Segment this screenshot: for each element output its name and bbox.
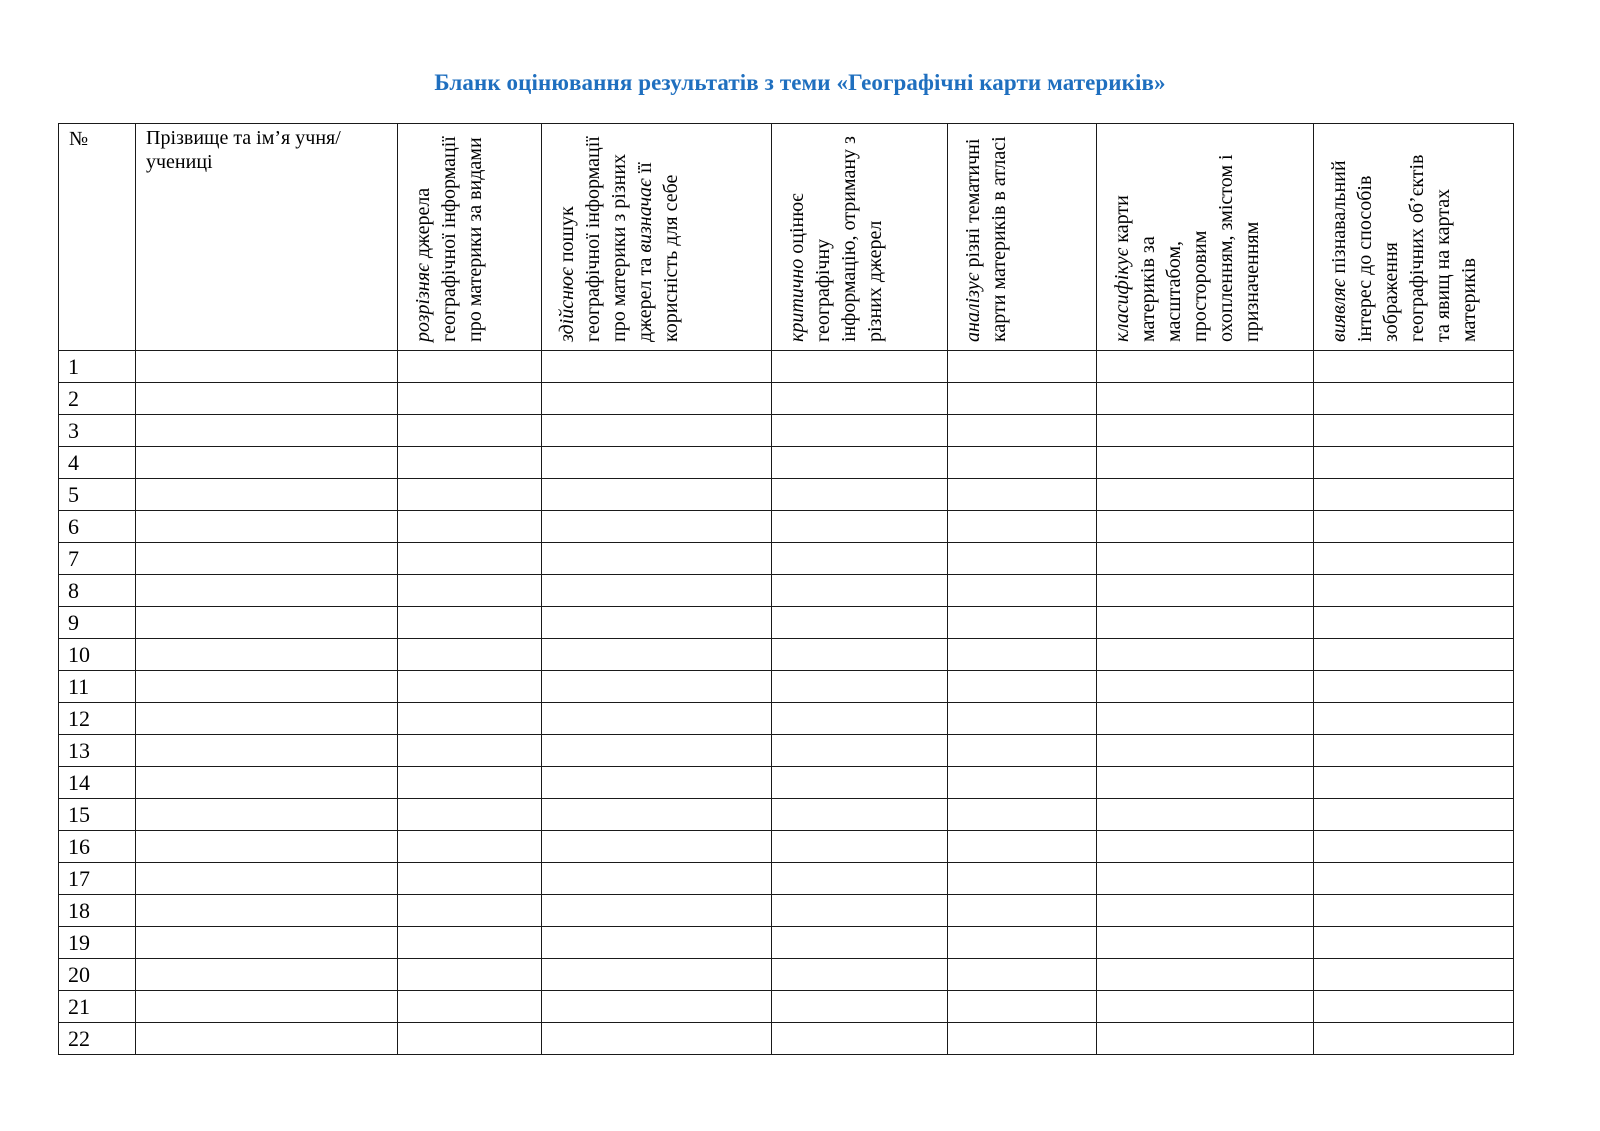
row-number: 5	[59, 479, 136, 511]
row-number: 22	[59, 1023, 136, 1055]
grade-cell[interactable]	[1314, 575, 1514, 607]
table-row	[59, 703, 1514, 735]
grade-cell[interactable]	[398, 799, 542, 831]
grade-cell[interactable]	[398, 735, 542, 767]
grade-cell[interactable]	[1097, 863, 1314, 895]
table-row	[59, 575, 1514, 607]
grade-cell[interactable]	[398, 1023, 542, 1055]
grade-cell[interactable]	[398, 959, 542, 991]
row-number: 6	[59, 511, 136, 543]
table-body	[59, 351, 1514, 1055]
grade-cell[interactable]	[948, 927, 1097, 959]
criterion-verb: аналізує	[962, 272, 984, 342]
table-row	[59, 447, 1514, 479]
row-number: 21	[59, 991, 136, 1023]
student-name-cell[interactable]	[136, 831, 398, 863]
grade-cell[interactable]	[1097, 575, 1314, 607]
grade-cell[interactable]	[542, 799, 772, 831]
grade-cell[interactable]	[772, 543, 948, 575]
grade-cell[interactable]	[772, 767, 948, 799]
student-name-cell[interactable]	[136, 767, 398, 799]
grade-cell[interactable]	[398, 383, 542, 415]
grade-cell[interactable]	[1097, 607, 1314, 639]
grade-cell[interactable]	[948, 575, 1097, 607]
row-number: 19	[59, 927, 136, 959]
student-name-cell[interactable]	[136, 927, 398, 959]
student-name-cell[interactable]	[136, 383, 398, 415]
criterion-text: її корисність для себе	[634, 162, 682, 342]
header-criterion-4	[948, 124, 1097, 351]
grade-cell[interactable]	[398, 543, 542, 575]
grade-cell[interactable]	[948, 511, 1097, 543]
grade-cell[interactable]	[542, 351, 772, 383]
row-number: 11	[59, 671, 136, 703]
grade-cell[interactable]	[1097, 959, 1314, 991]
grade-cell[interactable]	[1314, 447, 1514, 479]
row-number: 16	[59, 831, 136, 863]
grade-cell[interactable]	[1314, 543, 1514, 575]
grade-cell[interactable]	[948, 895, 1097, 927]
criterion-text: пошук географічної інформації про материки з різних джерел та	[556, 136, 656, 342]
criterion-text: карти материків за масштабом, просторовим охопленням, змістом і призначенням	[1111, 154, 1263, 342]
criterion-text: пізнавальний інтерес до способів зображення географічних об’єктів та явищ на картах материків	[1328, 154, 1480, 342]
criterion-verb: виявляє	[1328, 278, 1350, 342]
grade-cell[interactable]	[398, 767, 542, 799]
grade-cell[interactable]	[398, 575, 542, 607]
grade-cell[interactable]	[1097, 735, 1314, 767]
table-row	[59, 607, 1514, 639]
grade-cell[interactable]	[398, 479, 542, 511]
student-name-cell[interactable]	[136, 607, 398, 639]
grade-cell[interactable]	[1097, 383, 1314, 415]
grade-cell[interactable]	[948, 799, 1097, 831]
grade-cell[interactable]	[772, 703, 948, 735]
grade-cell[interactable]	[542, 991, 772, 1023]
student-name-cell[interactable]	[136, 575, 398, 607]
grade-cell[interactable]	[542, 831, 772, 863]
row-number: 4	[59, 447, 136, 479]
table-row	[59, 383, 1514, 415]
grade-cell[interactable]	[1097, 1023, 1314, 1055]
grade-cell[interactable]	[542, 767, 772, 799]
table-row	[59, 511, 1514, 543]
header-criterion-2	[542, 124, 772, 351]
grade-cell[interactable]	[542, 607, 772, 639]
grade-cell[interactable]	[1314, 831, 1514, 863]
student-name-cell[interactable]	[136, 415, 398, 447]
grade-cell[interactable]	[1097, 447, 1314, 479]
grade-cell[interactable]	[772, 415, 948, 447]
grade-cell[interactable]	[1314, 735, 1514, 767]
table-row	[59, 831, 1514, 863]
grade-cell[interactable]	[1314, 703, 1514, 735]
row-number: 1	[59, 351, 136, 383]
grade-cell[interactable]	[542, 383, 772, 415]
grade-cell[interactable]	[1097, 511, 1314, 543]
grade-cell[interactable]	[948, 735, 1097, 767]
grade-cell[interactable]	[948, 767, 1097, 799]
grade-cell[interactable]	[1097, 927, 1314, 959]
grade-cell[interactable]	[772, 831, 948, 863]
student-name-cell[interactable]	[136, 799, 398, 831]
grade-cell[interactable]	[1097, 671, 1314, 703]
criterion-verb: критично	[786, 258, 808, 342]
grade-cell[interactable]	[772, 639, 948, 671]
student-name-cell[interactable]	[136, 351, 398, 383]
grade-cell[interactable]	[542, 639, 772, 671]
grade-cell[interactable]	[948, 383, 1097, 415]
grade-cell[interactable]	[398, 639, 542, 671]
table-row	[59, 1023, 1514, 1055]
grade-cell[interactable]	[948, 959, 1097, 991]
grade-cell[interactable]	[1314, 1023, 1514, 1055]
grade-cell[interactable]	[542, 703, 772, 735]
grade-cell[interactable]	[772, 927, 948, 959]
header-row	[59, 124, 1514, 351]
student-name-cell[interactable]	[136, 479, 398, 511]
criterion-verb: здійснює	[556, 267, 578, 342]
grade-cell[interactable]	[398, 671, 542, 703]
grade-cell[interactable]	[1314, 895, 1514, 927]
grade-cell[interactable]	[1314, 767, 1514, 799]
grade-cell[interactable]	[542, 575, 772, 607]
grade-cell[interactable]	[542, 959, 772, 991]
student-name-cell[interactable]	[136, 703, 398, 735]
grade-cell[interactable]	[1314, 479, 1514, 511]
grade-cell[interactable]	[398, 415, 542, 447]
grade-cell[interactable]	[772, 511, 948, 543]
row-number: 14	[59, 767, 136, 799]
row-number: 18	[59, 895, 136, 927]
grade-cell[interactable]	[1097, 415, 1314, 447]
grade-cell[interactable]	[1097, 543, 1314, 575]
header-criterion-6	[1314, 124, 1514, 351]
grade-cell[interactable]	[398, 927, 542, 959]
grade-cell[interactable]	[1097, 767, 1314, 799]
grade-cell[interactable]	[1097, 351, 1314, 383]
criterion-verb: визначає	[634, 178, 656, 253]
grade-cell[interactable]	[948, 447, 1097, 479]
student-name-cell[interactable]	[136, 511, 398, 543]
grade-cell[interactable]	[1097, 831, 1314, 863]
grade-cell[interactable]	[398, 831, 542, 863]
student-name-cell[interactable]	[136, 1023, 398, 1055]
table-row	[59, 735, 1514, 767]
grade-cell[interactable]	[948, 671, 1097, 703]
table-row	[59, 991, 1514, 1023]
table-row	[59, 671, 1514, 703]
grade-cell[interactable]	[1314, 383, 1514, 415]
table-row	[59, 639, 1514, 671]
grade-cell[interactable]	[772, 351, 948, 383]
grade-cell[interactable]	[542, 895, 772, 927]
row-number: 20	[59, 959, 136, 991]
table-row	[59, 895, 1514, 927]
grade-cell[interactable]	[772, 671, 948, 703]
student-name-cell[interactable]	[136, 543, 398, 575]
grade-cell[interactable]	[1097, 799, 1314, 831]
table-row	[59, 927, 1514, 959]
criterion-text: різні тематичні карти материків в атласі	[962, 136, 1010, 342]
grade-cell[interactable]	[948, 1023, 1097, 1055]
grade-cell[interactable]	[948, 831, 1097, 863]
row-number: 12	[59, 703, 136, 735]
grade-cell[interactable]	[772, 959, 948, 991]
grade-cell[interactable]	[1314, 927, 1514, 959]
grade-cell[interactable]	[542, 927, 772, 959]
grade-cell[interactable]	[1314, 799, 1514, 831]
grade-cell[interactable]	[542, 511, 772, 543]
grade-cell[interactable]	[1314, 639, 1514, 671]
student-name-cell[interactable]	[136, 895, 398, 927]
grade-cell[interactable]	[948, 479, 1097, 511]
row-number: 13	[59, 735, 136, 767]
table-row	[59, 799, 1514, 831]
grade-cell[interactable]	[1314, 863, 1514, 895]
grade-cell[interactable]	[948, 639, 1097, 671]
row-number: 7	[59, 543, 136, 575]
table-row	[59, 863, 1514, 895]
grade-cell[interactable]	[542, 1023, 772, 1055]
grade-cell[interactable]	[1314, 671, 1514, 703]
grade-cell[interactable]	[398, 447, 542, 479]
grade-cell[interactable]	[772, 447, 948, 479]
grade-cell[interactable]	[772, 479, 948, 511]
header-criterion-1	[398, 124, 542, 351]
grade-cell[interactable]	[1314, 959, 1514, 991]
row-number: 2	[59, 383, 136, 415]
grade-cell[interactable]	[772, 991, 948, 1023]
grade-cell[interactable]	[542, 671, 772, 703]
grade-cell[interactable]	[948, 543, 1097, 575]
grade-cell[interactable]	[1314, 351, 1514, 383]
table-row	[59, 415, 1514, 447]
grade-cell[interactable]	[542, 447, 772, 479]
grade-cell[interactable]	[398, 607, 542, 639]
header-student-name: Прізвище та ім’я учня/учениці	[136, 124, 398, 351]
table-row	[59, 959, 1514, 991]
grade-cell[interactable]	[948, 351, 1097, 383]
grade-cell[interactable]	[398, 991, 542, 1023]
grade-cell[interactable]	[398, 511, 542, 543]
grade-cell[interactable]	[772, 895, 948, 927]
student-name-cell[interactable]	[136, 959, 398, 991]
grade-cell[interactable]	[948, 415, 1097, 447]
student-name-cell[interactable]	[136, 735, 398, 767]
grade-cell[interactable]	[1314, 511, 1514, 543]
criterion-verb: розрізняє	[412, 263, 434, 342]
row-number: 15	[59, 799, 136, 831]
grade-cell[interactable]	[772, 383, 948, 415]
header-number: №	[59, 124, 136, 351]
grade-cell[interactable]	[542, 863, 772, 895]
grade-cell[interactable]	[542, 415, 772, 447]
row-number: 9	[59, 607, 136, 639]
grade-cell[interactable]	[542, 479, 772, 511]
table-row	[59, 543, 1514, 575]
grade-cell[interactable]	[398, 863, 542, 895]
page-title: Бланк оцінювання результатів з теми «Географічні карти материків»	[434, 70, 1166, 95]
grade-cell[interactable]	[1314, 607, 1514, 639]
criterion-text: оцінює географічну інформацію, отриману з різних джерел	[786, 136, 886, 342]
grade-cell[interactable]	[948, 863, 1097, 895]
table-row	[59, 767, 1514, 799]
grade-cell[interactable]	[1314, 991, 1514, 1023]
header-criterion-5	[1097, 124, 1314, 351]
student-name-cell[interactable]	[136, 671, 398, 703]
criterion-verb: класифікує	[1111, 247, 1133, 342]
grade-cell[interactable]	[1314, 415, 1514, 447]
table-row	[59, 479, 1514, 511]
grade-cell[interactable]	[772, 799, 948, 831]
header-criterion-3	[772, 124, 948, 351]
table-row	[59, 351, 1514, 383]
grade-cell[interactable]	[772, 863, 948, 895]
student-name-cell[interactable]	[136, 991, 398, 1023]
grade-cell[interactable]	[542, 735, 772, 767]
assessment-table	[58, 123, 1514, 1055]
grade-cell[interactable]	[948, 703, 1097, 735]
grade-cell[interactable]	[772, 607, 948, 639]
row-number: 17	[59, 863, 136, 895]
grade-cell[interactable]	[948, 991, 1097, 1023]
grade-cell[interactable]	[398, 703, 542, 735]
grade-cell[interactable]	[772, 575, 948, 607]
student-name-cell[interactable]	[136, 639, 398, 671]
grade-cell[interactable]	[1097, 479, 1314, 511]
grade-cell[interactable]	[542, 543, 772, 575]
grade-cell[interactable]	[948, 607, 1097, 639]
grade-cell[interactable]	[398, 895, 542, 927]
grade-cell[interactable]	[1097, 991, 1314, 1023]
student-name-cell[interactable]	[136, 863, 398, 895]
row-number: 3	[59, 415, 136, 447]
grade-cell[interactable]	[398, 351, 542, 383]
row-number: 10	[59, 639, 136, 671]
row-number: 8	[59, 575, 136, 607]
grade-cell[interactable]	[772, 1023, 948, 1055]
criterion-text: джерела географічної інформації про материки за видами	[412, 136, 486, 342]
grade-cell[interactable]	[1097, 895, 1314, 927]
grade-cell[interactable]	[1097, 639, 1314, 671]
student-name-cell[interactable]	[136, 447, 398, 479]
grade-cell[interactable]	[1097, 703, 1314, 735]
grade-cell[interactable]	[772, 735, 948, 767]
